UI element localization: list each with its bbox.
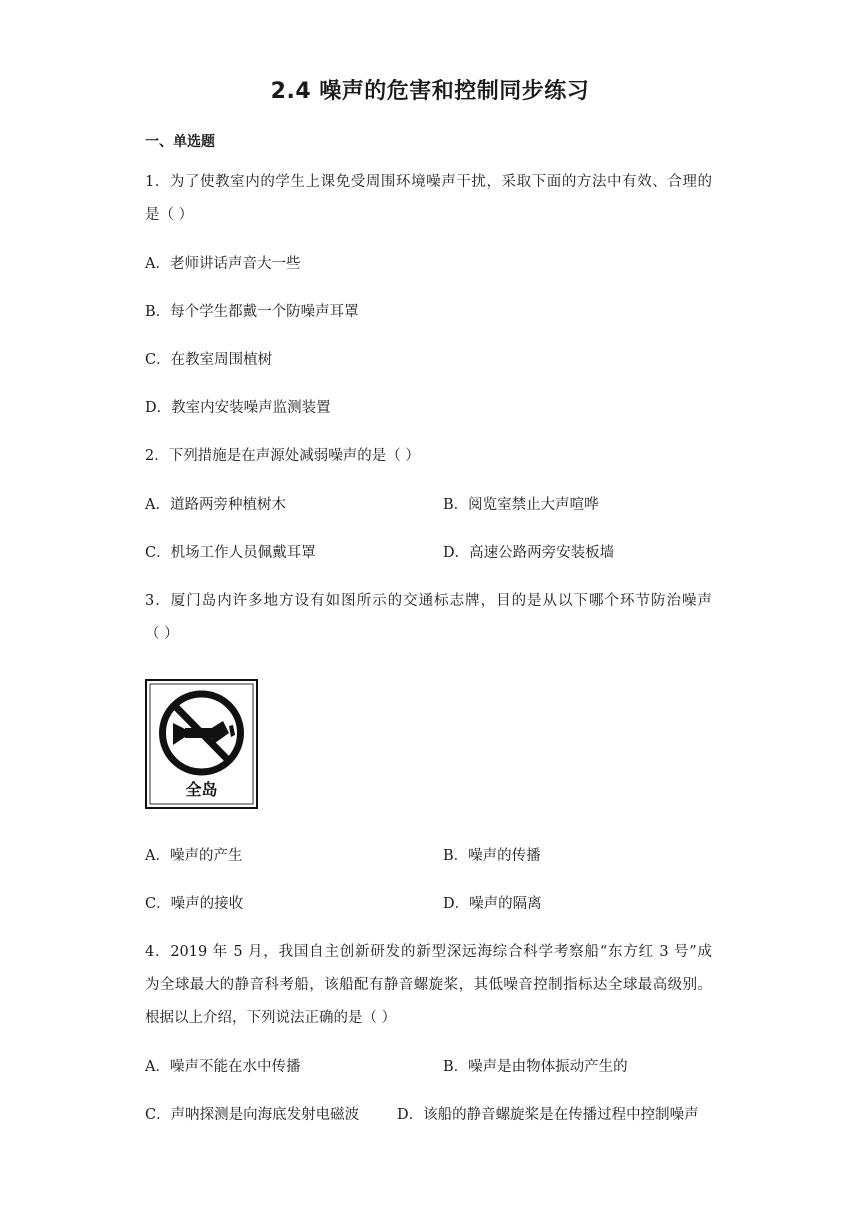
question-1-stem-line-1: 1．为了使教室内的学生上课免受周围环境噪声干扰，采取下面的方法中有效、合理的	[145, 174, 712, 190]
question-2-option-a: A．道路两旁种植树木	[145, 497, 286, 513]
question-2-option-b: B．阅览室禁止大声喧哗	[443, 497, 599, 513]
question-1-stem-line-2: 是（ ）	[145, 207, 194, 223]
question-4-option-b: B．噪声是由物体振动产生的	[443, 1059, 628, 1075]
question-4-option-c: C．声呐探测是向海底发射电磁波	[145, 1107, 360, 1123]
question-4-option-a: A．噪声不能在水中传播	[145, 1059, 301, 1075]
section-heading: 一、单选题	[145, 134, 215, 150]
page-title: 2.4 噪声的危害和控制同步练习	[270, 79, 590, 104]
no-honking-sign-image	[145, 679, 258, 809]
question-2-option-d: D．高速公路两旁安装板墙	[443, 545, 615, 561]
question-3-option-c: C．噪声的接收	[145, 896, 244, 912]
question-3-option-a: A．噪声的产生	[145, 848, 243, 864]
question-1-option-d: D．教室内安装噪声监测装置	[145, 400, 331, 416]
question-4-option-d: D．该船的静音螺旋桨是在传播过程中控制噪声	[397, 1107, 699, 1123]
sign-caption: 全岛	[185, 780, 218, 799]
question-4-stem-line-1: 4．2019 年 5 月，我国自主创新研发的新型深远海综合科学考察船“东方红 3 号”成	[145, 944, 712, 960]
question-4-stem-line-2: 为全球最大的静音科考船，该船配有静音螺旋桨，其低噪音控制指标达全球最高级别。	[145, 977, 712, 993]
question-1-option-a: A．老师讲话声音大一些	[145, 256, 301, 272]
question-1-option-c: C．在教室周围植树	[145, 352, 273, 368]
question-3-stem-line-2: （ ）	[145, 626, 179, 642]
question-2-option-c: C．机场工作人员佩戴耳罩	[145, 545, 316, 561]
question-3-stem-line-1: 3．厦门岛内许多地方设有如图所示的交通标志牌，目的是从以下哪个环节防治噪声	[145, 593, 712, 609]
question-2-stem: 2．下列措施是在声源处减弱噪声的是（ ）	[145, 448, 420, 464]
question-3-option-b: B．噪声的传播	[443, 848, 541, 864]
question-1-option-b: B．每个学生都戴一个防噪声耳罩	[145, 304, 359, 320]
question-3-option-d: D．噪声的隔离	[443, 896, 542, 912]
question-4-stem-line-3: 根据以上介绍，下列说法正确的是（ ）	[145, 1010, 397, 1026]
